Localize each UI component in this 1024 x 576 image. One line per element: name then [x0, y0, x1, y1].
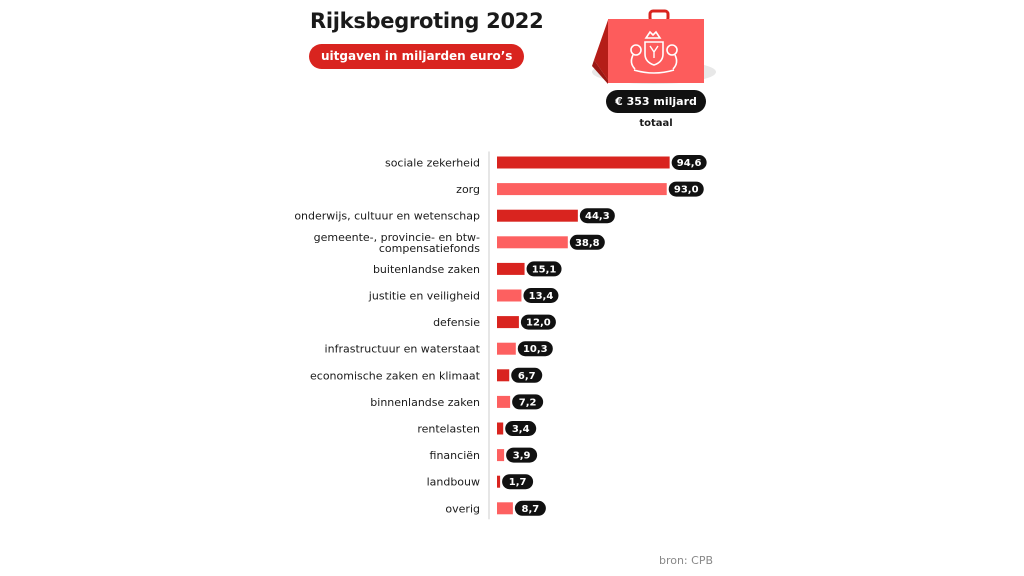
bar — [497, 369, 509, 381]
category-label — [445, 502, 480, 515]
category-label — [433, 316, 480, 329]
category-label-line: compensatiefonds — [378, 241, 480, 255]
bar — [497, 343, 516, 355]
category-label-line: onderwijs, cultuur en wetenschap — [294, 209, 480, 223]
category-label — [373, 263, 480, 276]
category-label-line: defensie — [433, 316, 480, 330]
bar — [497, 476, 500, 488]
category-label — [430, 449, 480, 462]
category-label — [385, 157, 480, 170]
bar — [497, 502, 513, 514]
value-label: 93,0 — [673, 184, 699, 196]
category-labels — [294, 157, 480, 516]
category-label-line: justitie en veiligheid — [368, 289, 480, 303]
value-label: 94,6 — [676, 158, 702, 169]
category-label — [368, 290, 480, 303]
value-label: 12,0 — [526, 317, 551, 329]
category-label — [325, 343, 481, 356]
category-label — [456, 183, 480, 196]
value-labels — [502, 155, 707, 516]
category-label — [370, 396, 480, 409]
category-label-line: sociale zekerheid — [384, 156, 480, 170]
bar — [497, 290, 521, 302]
category-label-line: gemeente-, provincie- en btw- — [313, 230, 480, 244]
category-label-line: rentelasten — [417, 422, 480, 436]
bar — [497, 236, 568, 248]
category-label — [310, 369, 481, 382]
category-label-line: landbouw — [426, 475, 480, 489]
category-label — [417, 423, 480, 436]
bar — [497, 157, 670, 169]
category-label — [294, 210, 480, 223]
value-label: 3,4 — [511, 424, 530, 435]
category-label-line: zorg — [456, 183, 480, 197]
total-caption: totaal — [639, 118, 673, 129]
value-label: 10,3 — [522, 344, 548, 356]
bar — [497, 316, 519, 328]
bar — [497, 423, 503, 435]
category-label-line: infrastructuur en waterstaat — [324, 342, 480, 356]
bar — [497, 183, 667, 195]
bar — [497, 449, 504, 461]
category-label — [314, 231, 481, 255]
value-label: 38,8 — [574, 237, 600, 249]
category-label — [427, 476, 480, 489]
category-label-line: buitenlandse zaken — [372, 262, 480, 276]
bar — [497, 263, 525, 275]
category-label-line: economische zaken en klimaat — [310, 369, 480, 383]
value-label: 6,7 — [517, 370, 536, 382]
bar — [497, 210, 578, 222]
bar — [497, 396, 510, 408]
value-label: 13,4 — [528, 291, 554, 302]
chart-title: Rijksbegroting 2022 — [310, 9, 544, 33]
value-label: 1,7 — [508, 477, 527, 489]
category-label-line: binnenlandse zaken — [370, 395, 480, 409]
value-label: 44,3 — [585, 211, 610, 223]
value-label: 15,1 — [531, 264, 557, 276]
value-label: 8,7 — [521, 503, 540, 515]
value-label: 7,2 — [518, 397, 537, 409]
source-note: bron: CPB — [658, 554, 713, 567]
total-amount-badge: € 353 miljard — [606, 90, 706, 113]
category-label-line: overig — [445, 502, 480, 516]
chart-subtitle-badge: uitgaven in miljarden euro’s — [309, 44, 524, 69]
category-label-line: financiën — [429, 449, 480, 463]
value-label: 3,9 — [512, 450, 531, 462]
